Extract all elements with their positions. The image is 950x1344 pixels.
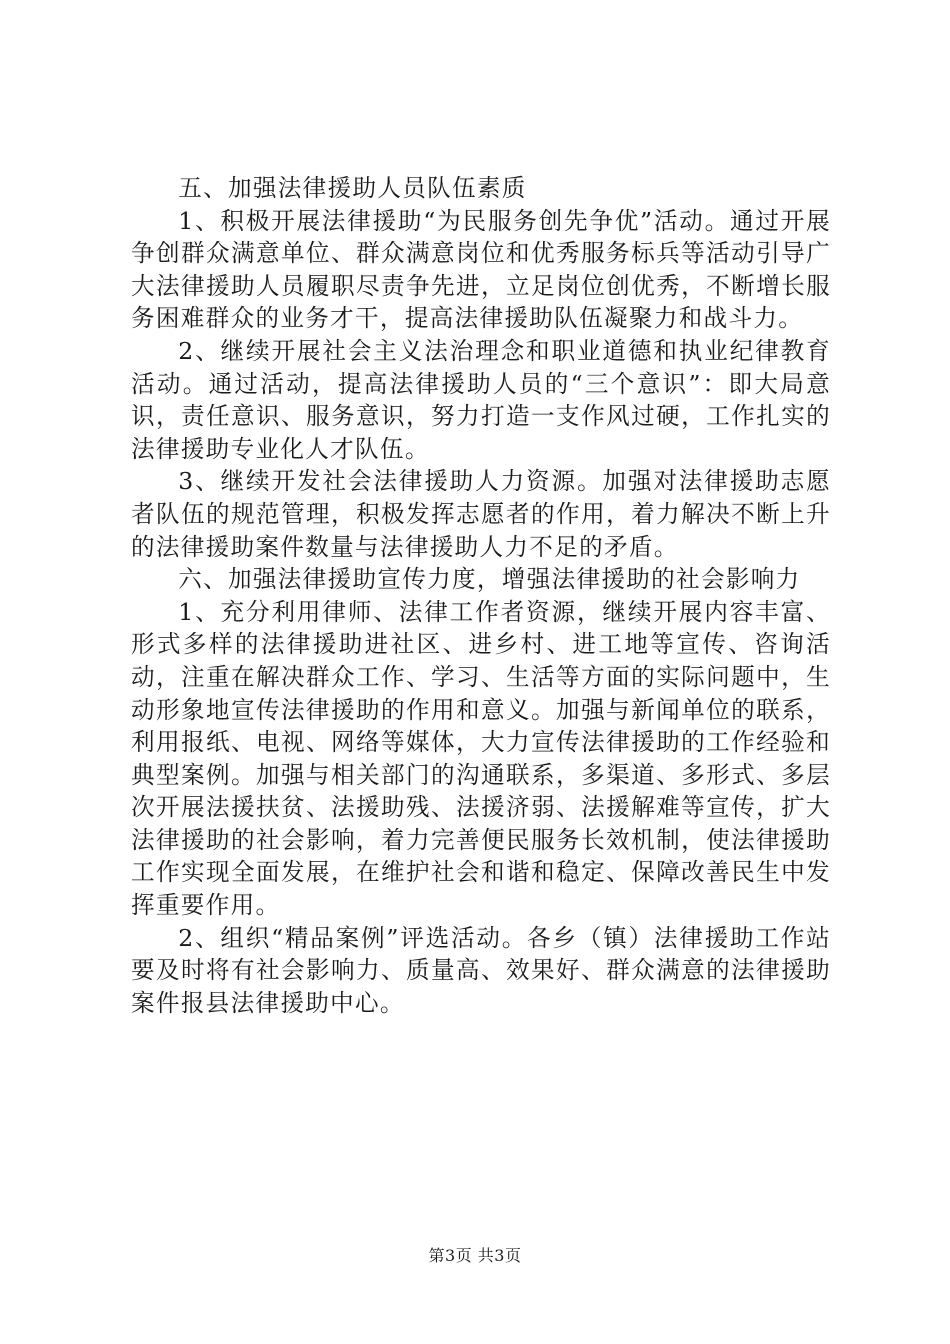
section-heading: 六、加强法律援助宣传力度，增强法律援助的社会影响力 [178, 565, 801, 594]
document-body [131, 172, 831, 1019]
paragraph: 2、继续开展社会主义法治理念和职业道德和执业纪律教育活动。通过活动，提高法律援助人员的“三个意识”：即大局意识，责任意识、服务意识，努力打造一支作风过硬，工作扎实的法律援助专业化人才队伍。 [131, 336, 831, 463]
paragraph: 1、积极开展法律援助“为民服务创先争优”活动。通过开展争创群众满意单位、群众满意岗位和优秀服务标兵等活动引导广大法律援助人员履职尽责争先进，立足岗位创优秀，不断增长服务困难群众的业务才干，提高法律援助队伍凝聚力和战斗力。 [131, 206, 831, 333]
paragraph: 1、充分利用律师、法律工作者资源，继续开展内容丰富、形式多样的法律援助进社区、进乡村、进工地等宣传、咨询活动，注重在解决群众工作、学习、生活等方面的实际问题中，生动形象地宣传法律援助的作用和意义。加强与新闻单位的联系，利用报纸、电视、网络等媒体，大力宣传法律援助的工作经验和典型案例。加强与相关部门的沟通联系，多渠道、多形式、多层次开展法援扶贫、法援助残、法援济弱、法援解难等宣传，扩大法律援助的社会影响，着力完善便民服务长效机制，使法律援助工作实现全面发展，在维护社会和谐和稳定、保障改善民生中发挥重要作用。 [131, 597, 831, 920]
section-heading: 五、加强法律援助人员队伍素质 [178, 174, 527, 202]
page-number-footer: 第3页 共3页 [428, 1246, 522, 1265]
paragraph: 3、继续开发社会法律援助人力资源。加强对法律援助志愿者队伍的规范管理，积极发挥志愿者的作用，着力解决不断上升的法律援助案件数量与法律援助人力不足的矛盾。 [131, 467, 831, 561]
paragraph: 2、组织“精品案例”评选活动。各乡（镇）法律援助工作站要及时将有社会影响力、质量高、效果好、群众满意的法律援助案件报县法律援助中心。 [131, 923, 831, 1017]
